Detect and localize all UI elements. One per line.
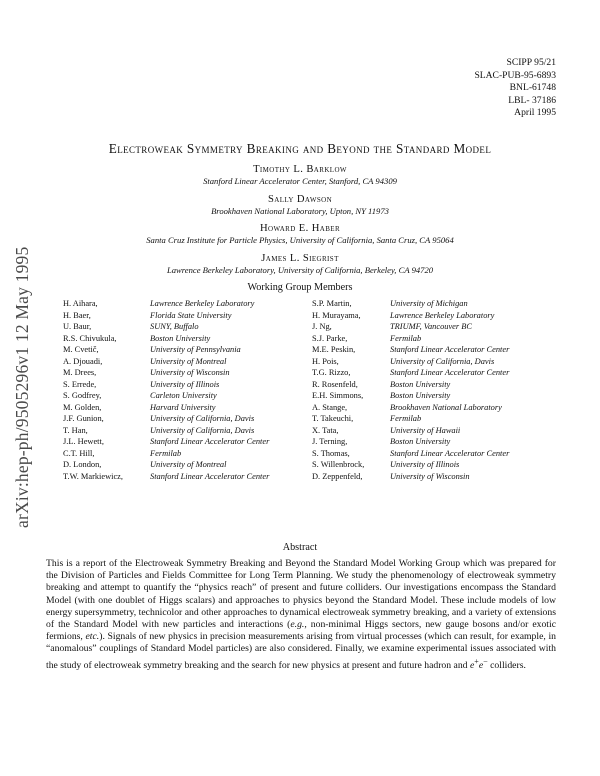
member-name: H. Baer, bbox=[63, 310, 91, 320]
member-name: R. Rosenfeld, bbox=[312, 379, 358, 389]
abstract-text: , non-minimal Higgs sectors, new gauge bosons and/or exotic fermions, bbox=[46, 619, 556, 643]
member-institution: Stanford Linear Accelerator Center bbox=[390, 345, 510, 354]
member-row bbox=[312, 471, 509, 483]
member-institution: University of Illinois bbox=[150, 379, 220, 389]
member-row bbox=[63, 344, 269, 356]
electron-symbol: e bbox=[469, 659, 475, 671]
report-date: April 1995 bbox=[514, 107, 556, 119]
electron-symbol: e bbox=[478, 659, 484, 671]
abstract-text: ). Signals of new physics in precision measurements arising from virtual processes (which can result, for example, in “anomalous” couplings of Standard Model particles) are also considered. Finally, we examine experimental issues associated with the study of electroweak symmetry breaking and the search for new physics at present and future hadron and bbox=[46, 631, 556, 671]
member-row bbox=[63, 367, 269, 379]
member-row bbox=[63, 310, 269, 322]
member-row bbox=[63, 379, 269, 391]
member-institution: Stanford Linear Accelerator Center bbox=[150, 437, 270, 446]
author-block bbox=[0, 163, 600, 187]
member-institution: SUNY, Buffalo bbox=[150, 322, 199, 331]
member-institution: Boston University bbox=[390, 379, 451, 389]
abstract-text: This is a report of the Electroweak Symmetry Breaking and Beyond the Standard Model Working Group which was prepared for the Division of Particles and Fields Committee for Long Term Planning. We study the phenomenology of electroweak symmetry breaking and attempt to quantify the “physics reach” of present and future colliders. Our investigations encompass the Standard Model (with one doublet of Higgs scalars) and approaches to physics beyond the Standard Model. These include models of low energy supersymmetry, technicolor and other approaches to dynamical electroweak symmetry breaking, and a variety of extensions of the Standard Model with new particles and interactions ( bbox=[46, 558, 556, 631]
member-row bbox=[312, 333, 509, 345]
author-block bbox=[0, 252, 600, 276]
report-number: SLAC-PUB-95-6893 bbox=[474, 69, 556, 81]
member-name: J. Ng, bbox=[312, 322, 332, 331]
member-institution: University of Pennsylvania bbox=[150, 345, 241, 354]
abstract-text-italic: e.g. bbox=[290, 619, 305, 631]
member-row bbox=[63, 321, 269, 333]
member-name: M. Drees, bbox=[63, 368, 97, 377]
author-affiliation: Stanford Linear Accelerator Center, Stanford, CA 94309 bbox=[203, 176, 397, 186]
member-institution: Carleton University bbox=[150, 391, 217, 400]
member-row bbox=[312, 367, 509, 379]
members-column-right bbox=[312, 298, 509, 482]
member-institution: Boston University bbox=[150, 333, 211, 343]
member-institution: Boston University bbox=[390, 391, 451, 400]
author-block bbox=[0, 193, 600, 217]
member-name: T.G. Rizzo, bbox=[312, 368, 351, 377]
member-institution: Florida State University bbox=[150, 310, 232, 320]
member-institution: University of Hawaii bbox=[390, 425, 461, 435]
member-row bbox=[312, 321, 509, 333]
member-institution: Lawrence Berkeley Laboratory bbox=[150, 299, 255, 308]
member-name: A. Djouadi, bbox=[63, 356, 103, 366]
plus-superscript: + bbox=[474, 656, 479, 666]
member-name: T.W. Markiewicz, bbox=[63, 471, 123, 481]
member-institution: University of Montreal bbox=[150, 356, 227, 366]
member-name: M.E. Peskin, bbox=[312, 345, 356, 354]
member-row bbox=[63, 425, 269, 437]
member-row bbox=[63, 413, 269, 425]
member-name: D. Zeppenfeld, bbox=[312, 471, 363, 481]
member-institution: Brookhaven National Laboratory bbox=[390, 402, 502, 412]
member-institution: Stanford Linear Accelerator Center bbox=[390, 368, 510, 377]
author-affiliation: Santa Cruz Institute for Particle Physics, University of California, Santa Cruz, CA 95064 bbox=[146, 235, 454, 245]
abstract-body bbox=[46, 558, 556, 672]
member-institution: Fermilab bbox=[150, 448, 182, 458]
member-institution: University of Montreal bbox=[150, 460, 227, 469]
member-institution: Boston University bbox=[390, 437, 451, 446]
member-row bbox=[312, 298, 509, 310]
report-number: BNL-61748 bbox=[509, 82, 556, 94]
member-institution: Stanford Linear Accelerator Center bbox=[390, 448, 510, 458]
member-name: A. Stange, bbox=[312, 402, 348, 412]
author-name: Sally Dawson bbox=[267, 194, 333, 205]
member-row bbox=[312, 390, 509, 402]
member-name: J.L. Hewett, bbox=[63, 437, 104, 446]
author-name: Howard E. Haber bbox=[259, 223, 341, 234]
member-row bbox=[312, 356, 509, 368]
member-name: M. Golden, bbox=[63, 402, 102, 412]
member-name: H. Murayama, bbox=[312, 310, 361, 320]
author-affiliation: Lawrence Berkeley Laboratory, University of California, Berkeley, CA 94720 bbox=[166, 265, 434, 275]
member-name: C.T. Hill, bbox=[63, 448, 95, 458]
member-name: M. Cvetič, bbox=[63, 345, 99, 354]
member-institution: University of Wisconsin bbox=[390, 471, 470, 481]
member-row bbox=[63, 333, 269, 345]
member-row bbox=[63, 459, 269, 471]
author-block bbox=[0, 222, 600, 246]
member-row bbox=[63, 356, 269, 368]
abstract-text: colliders. bbox=[487, 659, 526, 671]
minus-superscript: − bbox=[483, 656, 488, 666]
member-row bbox=[312, 402, 509, 414]
member-name: T. Takeuchi, bbox=[312, 414, 354, 423]
member-name: T. Han, bbox=[63, 425, 88, 435]
member-name: S. Willenbrock, bbox=[312, 460, 365, 469]
member-institution: University of California, Davis bbox=[150, 425, 255, 435]
report-numbers bbox=[474, 57, 556, 120]
arxiv-identifier: arXiv:hep-ph/9505296v1 12 May 1995 bbox=[12, 246, 32, 528]
member-name: R.S. Chivukula, bbox=[63, 333, 117, 343]
member-name: S.J. Parke, bbox=[312, 333, 348, 343]
member-institution: Fermilab bbox=[390, 414, 422, 423]
member-row bbox=[312, 413, 509, 425]
member-name: S. Errede, bbox=[63, 379, 97, 389]
member-institution: University of Illinois bbox=[390, 460, 460, 469]
member-name: S. Godfrey, bbox=[63, 391, 102, 400]
member-institution: Lawrence Berkeley Laboratory bbox=[390, 310, 495, 320]
member-institution: University of Michigan bbox=[390, 299, 468, 308]
member-row bbox=[312, 459, 509, 471]
report-number: SCIPP 95/21 bbox=[506, 57, 556, 68]
member-name: H. Aihara, bbox=[63, 299, 98, 308]
member-institution: Stanford Linear Accelerator Center bbox=[150, 471, 270, 481]
member-row bbox=[312, 344, 509, 356]
member-institution: University of California, Davis bbox=[390, 356, 495, 366]
member-name: J.F. Gunion, bbox=[63, 414, 104, 423]
member-institution: Fermilab bbox=[390, 333, 422, 343]
member-institution: TRIUMF, Vancouver BC bbox=[390, 322, 472, 331]
member-row bbox=[63, 402, 269, 414]
author-name: James L. Siegrist bbox=[261, 253, 339, 264]
member-institution: University of Wisconsin bbox=[150, 368, 230, 377]
member-name: D. London, bbox=[63, 460, 102, 469]
author-affiliation: Brookhaven National Laboratory, Upton, NY 11973 bbox=[211, 206, 389, 216]
member-institution: Harvard University bbox=[150, 402, 216, 412]
member-row bbox=[312, 310, 509, 322]
member-row bbox=[312, 436, 509, 448]
member-institution: University of California, Davis bbox=[150, 414, 255, 423]
member-name: E.H. Simmons, bbox=[312, 391, 364, 400]
member-row bbox=[63, 436, 269, 448]
member-row bbox=[312, 425, 509, 437]
abstract-heading: Abstract bbox=[282, 542, 318, 553]
paper-title: Electroweak Symmetry Breaking and Beyond the Standard Model bbox=[108, 141, 492, 156]
abstract-text-italic: etc. bbox=[85, 631, 100, 643]
members-column-left bbox=[63, 298, 269, 482]
member-name: S.P. Martin, bbox=[312, 299, 352, 308]
member-row bbox=[63, 298, 269, 310]
member-name: J. Terning, bbox=[312, 437, 348, 446]
member-name: H. Pois, bbox=[312, 356, 339, 366]
author-name: Timothy L. Barklow bbox=[253, 164, 347, 175]
member-name: S. Thomas, bbox=[312, 448, 350, 458]
member-row bbox=[312, 379, 509, 391]
working-group-heading: Working Group Members bbox=[247, 282, 353, 293]
member-row bbox=[63, 390, 269, 402]
member-row bbox=[312, 448, 509, 460]
member-name: U. Baur, bbox=[63, 322, 92, 331]
member-row bbox=[63, 448, 269, 460]
member-row bbox=[63, 471, 269, 483]
report-number: LBL- 37186 bbox=[508, 94, 556, 106]
member-name: X. Tata, bbox=[312, 425, 339, 435]
